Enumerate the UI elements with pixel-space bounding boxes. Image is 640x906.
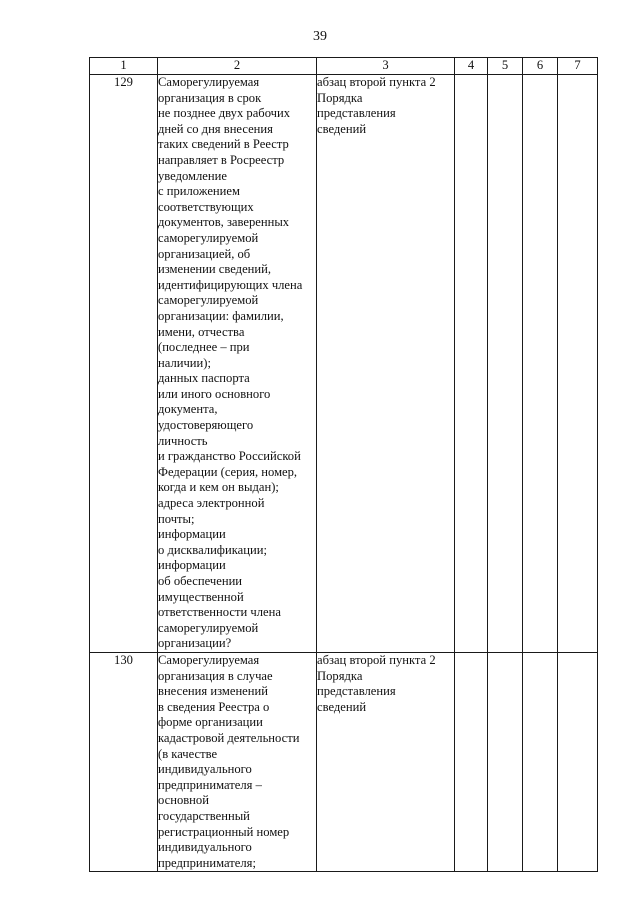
answer-cell-5 <box>488 75 523 653</box>
table-row <box>90 652 598 871</box>
answer-cell-6 <box>523 75 558 653</box>
answer-cell-7 <box>558 75 598 653</box>
column-header-1: 1 <box>90 58 158 75</box>
answer-cell-4 <box>455 75 488 653</box>
requirement-text: Саморегулируемая организация в срок не позднее двух рабочих дней со дня внесения таких сведений в Реестр направляет в Росреестр уведомление с приложением соответствующих документов, заверенных саморегулируемой организацией, об изменении сведений, идентифицирующих члена саморегулируемой организации: фамилии, имени, отчества (последнее – при наличии); данных паспорта или иного основного документа, удостоверяющего личность и гражданство Российской Федерации (серия, номер, когда и кем он выдан); адреса электронной почты; информации о дисквалификации; информации об обеспечении имущественной ответственности члена саморегулируемой организации? <box>158 75 317 653</box>
table-row <box>90 75 598 653</box>
page-number: 39 <box>313 29 327 44</box>
legal-reference: абзац второй пункта 2 Порядка представления сведений <box>317 75 455 653</box>
requirement-text: Саморегулируемая организация в случае внесения изменений в сведения Реестра о форме организации кадастровой деятельности (в качестве индивидуального предпринимателя – основной государственный регистрационный номер индивидуального предпринимателя; <box>158 652 317 871</box>
answer-cell-6 <box>523 652 558 871</box>
column-header-6: 6 <box>523 58 558 75</box>
answer-cell-5 <box>488 652 523 871</box>
legal-reference: абзац второй пункта 2 Порядка представления сведений <box>317 652 455 871</box>
row-number: 130 <box>90 652 158 871</box>
column-header-5: 5 <box>488 58 523 75</box>
column-header-7: 7 <box>558 58 598 75</box>
column-header-3: 3 <box>317 58 455 75</box>
column-header-2: 2 <box>158 58 317 75</box>
answer-cell-7 <box>558 652 598 871</box>
column-header-4: 4 <box>455 58 488 75</box>
row-number: 129 <box>90 75 158 653</box>
requirements-table <box>89 57 598 872</box>
answer-cell-4 <box>455 652 488 871</box>
header-row <box>90 58 598 75</box>
